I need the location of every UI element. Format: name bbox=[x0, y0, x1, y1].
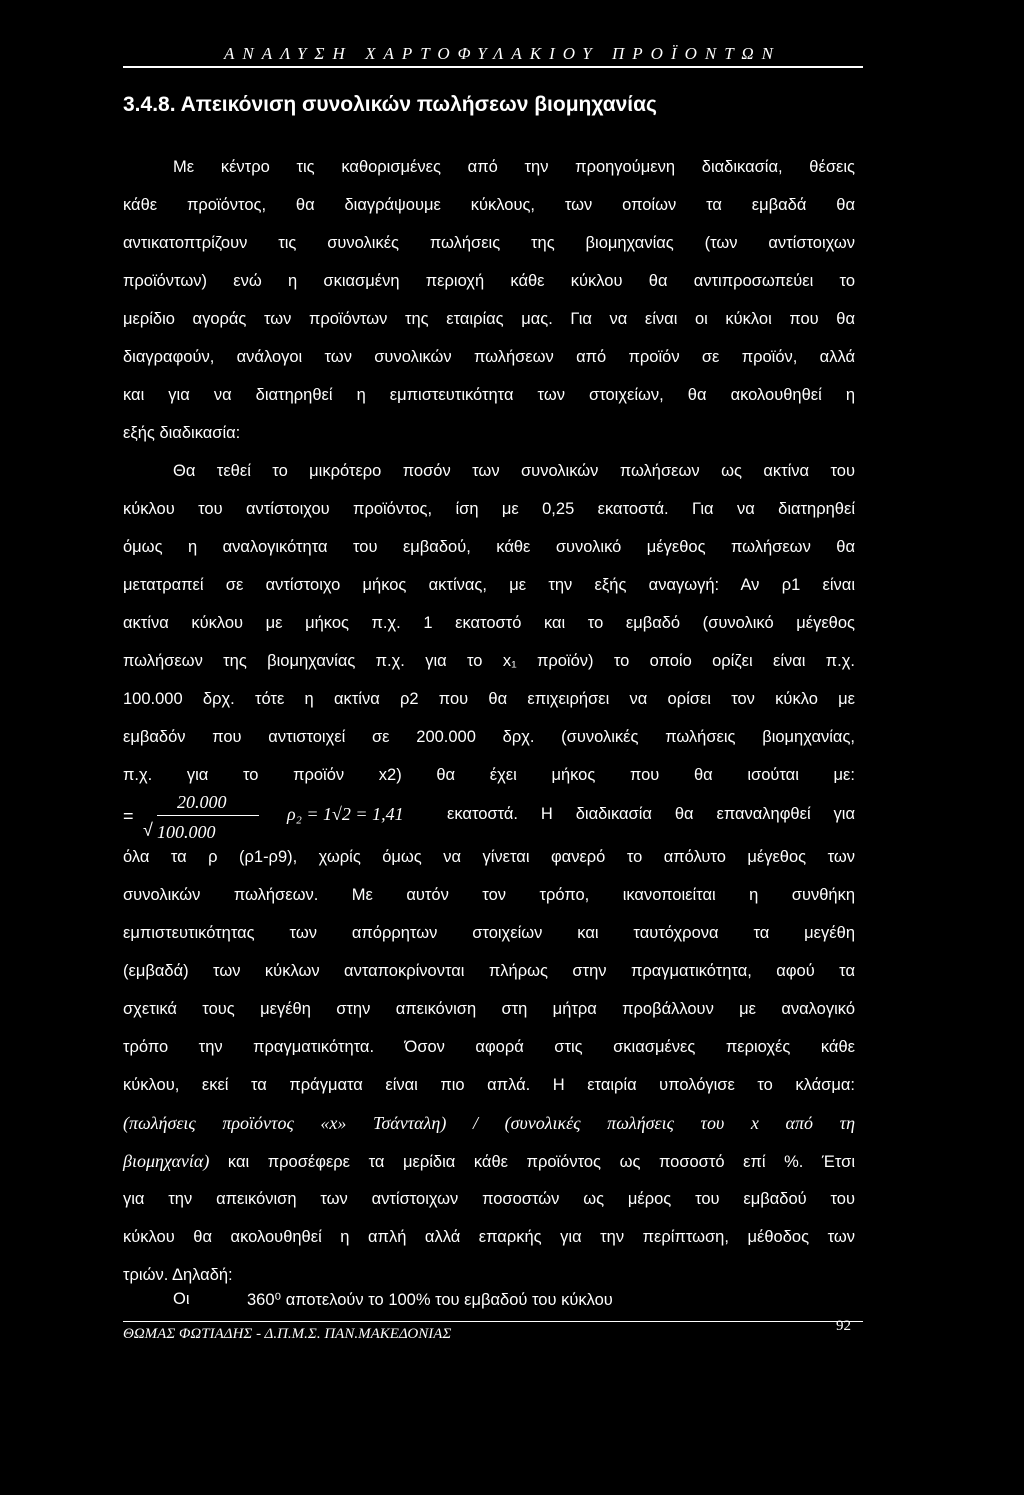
footer-rule bbox=[123, 1321, 863, 1322]
p4-line-1: για την απεικόνιση των αντίστοιχων ποσοστών ως μέρος του εμβαδού του bbox=[123, 1190, 855, 1208]
formula-equals: = bbox=[123, 806, 134, 826]
p2-line-3: όμως η αναλογικότητα του εμβαδού, κάθε συνολικό μέγεθος πωλήσεων θα bbox=[123, 538, 855, 556]
p3-line-7: κύκλου, εκεί τα πράγματα είναι πιο απλά. Η εταιρία υπολόγισε το κλάσμα: bbox=[123, 1076, 855, 1094]
fraction-line-1: (πωλήσεις προϊόντος «x» Τσάνταλη) / (συνολικές πωλήσεις του x από τη bbox=[123, 1113, 855, 1133]
fraction-line-2 bbox=[123, 1148, 855, 1174]
formula-denominator: 100.000 bbox=[157, 822, 216, 842]
p1-line-8: εξής διαδικασία: bbox=[123, 424, 241, 442]
p3-line-3: εμπιστευτικότητας των απόρρητων στοιχείων και ταυτόχρονα τα μεγέθη bbox=[123, 924, 855, 942]
p2-line-7: 100.000 δρχ. τότε η ακτίνα ρ2 που θα επιχειρήσει να ορίσει τον κύκλο με bbox=[123, 690, 855, 708]
p2-line-2: κύκλου του αντίστοιχου προϊόντος, ίση με 0,25 εκατοστά. Για να διατηρηθεί bbox=[123, 500, 855, 518]
radical-sign: √ bbox=[143, 820, 153, 840]
section-title: 3.4.8. Απεικόνιση συνολικών πωλήσεων βιομηχανίας bbox=[123, 93, 657, 116]
p1-line-5: μερίδιο αγοράς των προϊόντων της εταιρίας μας. Για να είναι οι κύκλοι που θα bbox=[123, 310, 855, 328]
p2-line-6: πωλήσεων της βιομηχανίας π.χ. για το x₁ προϊόν) το οποίο ορίζει είναι π.χ. bbox=[123, 652, 855, 670]
p1-line-7: και για να διατηρηθεί η εμπιστευτικότητα των στοιχείων, θα ακολουθηθεί η bbox=[123, 386, 855, 404]
p3-line-1: όλα τα ρ (ρ1-ρ9), χωρίς όμως να γίνεται φανερό το απόλυτο μέγεθος των bbox=[123, 848, 855, 866]
rule-lead: Οι bbox=[173, 1290, 190, 1308]
p2-line-4: μετατραπεί σε αντίστοιχο μήκος ακτίνας, με την εξής αναγωγή: Αν ρ1 είναι bbox=[123, 576, 855, 594]
p2-line-8: εμβαδόν που αντιστοιχεί σε 200.000 δρχ. (συνολικές πωλήσεις βιομηχανίας, bbox=[123, 728, 855, 746]
p1-line-3: αντικατοπτρίζουν τις συνολικές πωλήσεις της βιομηχανίας (των αντίστοιχων bbox=[123, 234, 855, 252]
p3-line-2: συνολικών πωλήσεων. Με αυτόν τον τρόπο, ικανοποιείται η συνθήκη bbox=[123, 886, 855, 904]
p4-line-3: τριών. Δηλαδή: bbox=[123, 1266, 233, 1284]
p1-line-1: Με κέντρο τις καθορισμένες από την προηγούμενη διαδικασία, θέσεις bbox=[173, 158, 855, 176]
p2-line-9: π.χ. για το προϊόν x2) θα έχει μήκος που θα ισούται με: bbox=[123, 766, 855, 784]
running-header: ΑΝΑΛΥΣΗ ΧΑΡΤΟΦΥΛΑΚΙΟΥ ΠΡΟΪΟΝΤΩΝ bbox=[224, 44, 782, 63]
formula-result: ρ₂ = 1√2 = 1,41 bbox=[287, 804, 404, 824]
radius-formula bbox=[123, 792, 863, 848]
p2-line-1: Θα τεθεί το μικρότερο ποσόν των συνολικών πωλήσεων ως ακτίνα του bbox=[173, 462, 855, 480]
fraction-line-2-text: και προσέφερε τα μερίδια κάθε προϊόντος ως ποσοστό επί %. Έτσι bbox=[209, 1153, 855, 1171]
p1-line-4: προϊόντων) ενώ η σκιασμένη περιοχή κάθε κύκλου θα αντιπροσωπεύει το bbox=[123, 272, 855, 290]
page-number: 92 bbox=[836, 1318, 851, 1334]
fraction-line-2-italic: βιομηχανία) bbox=[123, 1151, 210, 1171]
p3-line-5: σχετικά τους μεγέθη στην απεικόνιση στη μήτρα προβάλλουν με αναλογικό bbox=[123, 1000, 855, 1018]
footer-author: ΘΩΜΑΣ ΦΩΤΙΑΔΗΣ - Δ.Π.Μ.Σ. ΠΑΝ.ΜΑΚΕΔΟΝΙΑΣ bbox=[123, 1326, 452, 1342]
p3-line-6: τρόπο την πραγματικότητα. Όσον αφορά στις σκιασμένες περιοχές κάθε bbox=[123, 1038, 855, 1056]
fraction-bar bbox=[157, 815, 259, 816]
p1-line-6: διαγραφούν, ανάλογοι των συνολικών πωλήσεων από προϊόν σε προϊόν, αλλά bbox=[123, 348, 855, 366]
rule-text: 360⁰ αποτελούν το 100% του εμβαδού του κύκλου bbox=[247, 1291, 613, 1309]
p2-line-5: ακτίνα κύκλου με μήκος π.χ. 1 εκατοστό και το εμβαδό (συνολικό μέγεθος bbox=[123, 614, 855, 632]
p1-line-2: κάθε προϊόντος, θα διαγράψουμε κύκλους, των οποίων τα εμβαδά θα bbox=[123, 196, 855, 214]
p4-line-2: κύκλου θα ακολουθηθεί η απλή αλλά επαρκής για την περίπτωση, μέθοδος των bbox=[123, 1228, 855, 1246]
p3-line-4: (εμβαδά) των κύκλων ανταποκρίνονται πλήρως στην πραγματικότητα, αφού τα bbox=[123, 962, 855, 980]
header-rule bbox=[123, 66, 863, 68]
formula-trailing-text: εκατοστά. Η διαδικασία θα επαναληφθεί για bbox=[447, 805, 855, 823]
formula-numerator: 20.000 bbox=[177, 792, 227, 812]
